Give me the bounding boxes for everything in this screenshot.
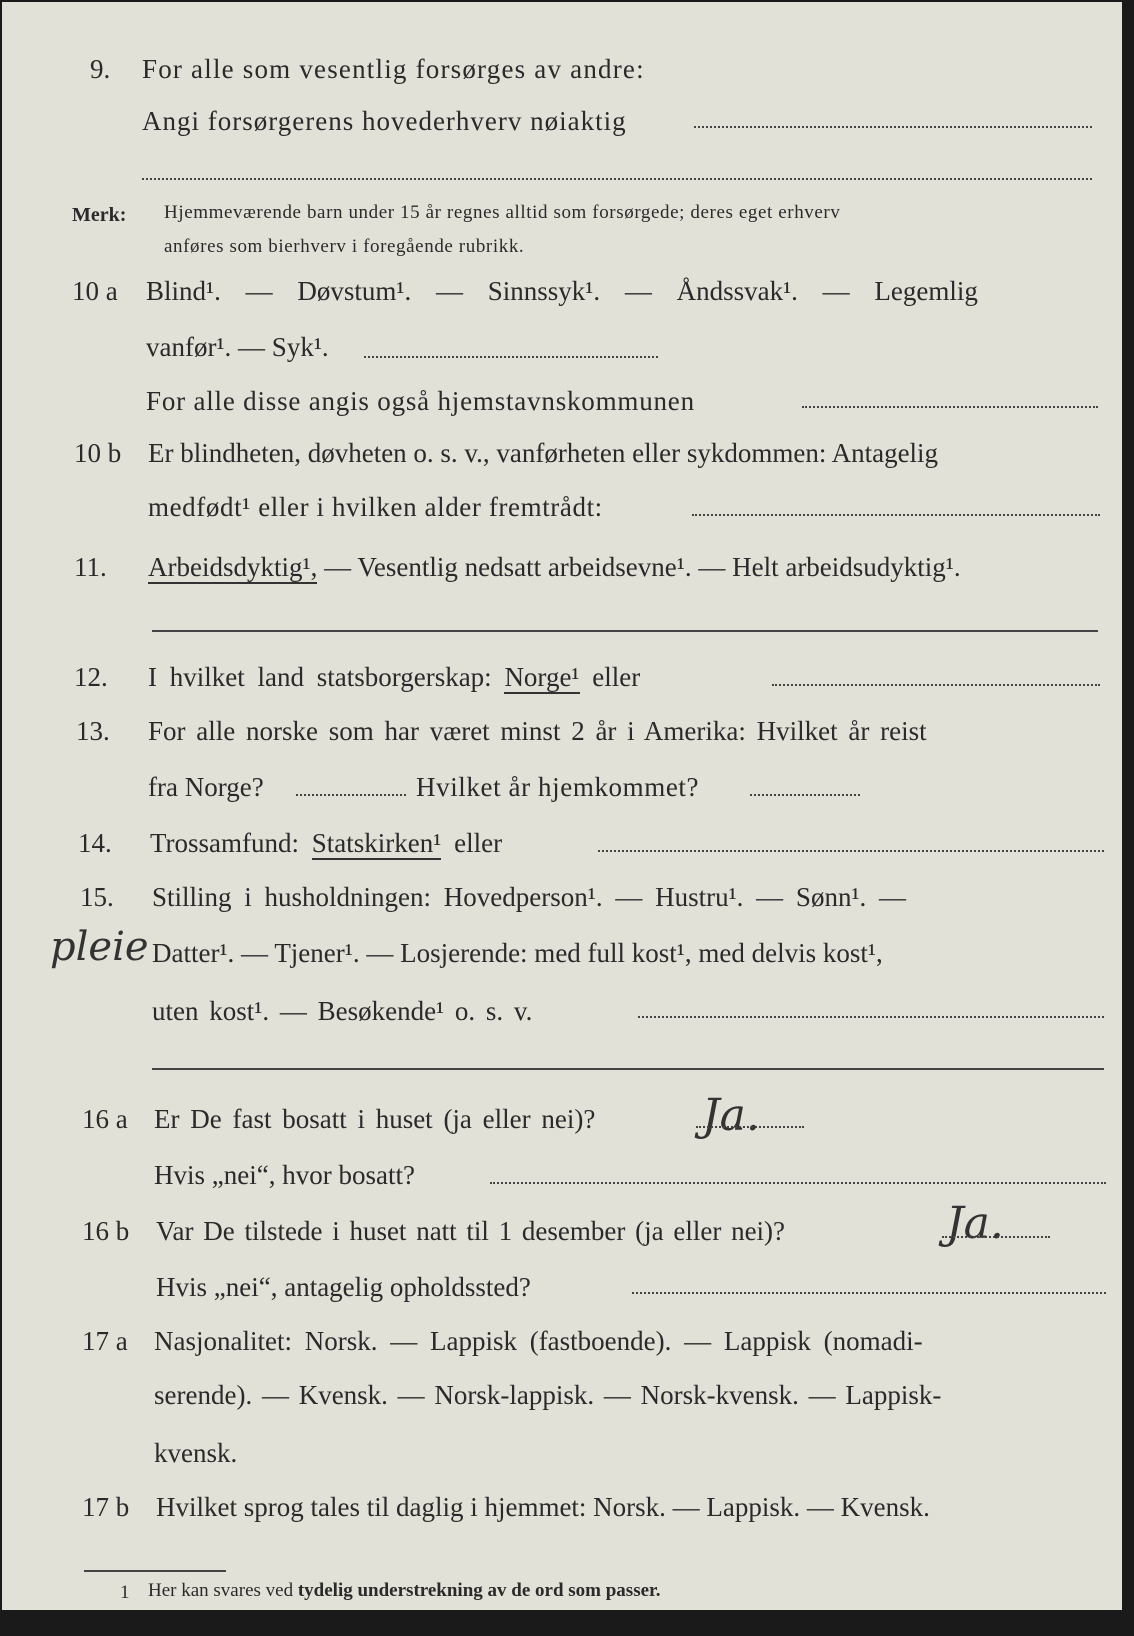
q15-handwriting: pleie bbox=[50, 924, 149, 970]
merk-line2: anføres som bierhverv i foregående rubrikk. bbox=[164, 236, 525, 257]
q16b-handwriting: Ja. bbox=[946, 1198, 1004, 1249]
q10b-answer-field[interactable] bbox=[692, 514, 1100, 516]
q12-after: eller bbox=[592, 662, 641, 692]
q9-answer-field[interactable] bbox=[694, 126, 1092, 128]
q9-line1: For alle som vesentlig forsørges av andre: bbox=[142, 54, 645, 84]
q16a-handwriting: Ja. bbox=[702, 1090, 760, 1141]
census-form-page bbox=[2, 2, 1122, 1610]
q17a-line3: kvensk. bbox=[154, 1438, 238, 1468]
q17b-line1: Hvilket sprog tales til daglig i hjemmet: Norsk. — Lappisk. — Kvensk. bbox=[156, 1492, 930, 1522]
q10b-number: 10 b bbox=[74, 438, 122, 468]
q15-rule bbox=[152, 1068, 1104, 1070]
q13-year-left-field[interactable] bbox=[296, 794, 406, 796]
q16b-answer-field[interactable] bbox=[942, 1236, 1050, 1238]
q15-line2: Datter¹. — Tjener¹. — Losjerende: med full kost¹, med delvis kost¹, bbox=[152, 938, 883, 968]
footnote-rule bbox=[84, 1570, 226, 1572]
q10a-line3: For alle disse angis også hjemstavnskommunen bbox=[146, 386, 695, 416]
q16b-number: 16 b bbox=[82, 1216, 130, 1246]
q11-rule bbox=[152, 630, 1098, 632]
q16a-line1: Er De fast bosatt i huset (ja eller nei)? bbox=[154, 1104, 596, 1134]
q15-number: 15. bbox=[80, 882, 114, 912]
footnote-text bbox=[148, 1580, 660, 1602]
q14-answer-field[interactable] bbox=[598, 850, 1104, 852]
q11-number: 11. bbox=[74, 552, 107, 582]
q12-underlined-answer: Norge¹ bbox=[504, 662, 580, 692]
q16a-residence-field[interactable] bbox=[490, 1182, 1106, 1184]
q10b-line2: medfødt¹ eller i hvilken alder fremtrådt: bbox=[148, 492, 603, 522]
q10a-answer-field[interactable] bbox=[364, 356, 658, 358]
q9-answer-field-2[interactable] bbox=[142, 178, 1092, 180]
q14-underlined-answer: Statskirken¹ bbox=[311, 828, 442, 858]
q15-answer-field[interactable] bbox=[638, 1016, 1104, 1018]
q11-underlined-answer: Arbeidsdyktig¹, bbox=[148, 552, 318, 582]
q16b-line2: Hvis „nei“, antagelig opholdssted? bbox=[156, 1272, 531, 1302]
q17b-number: 17 b bbox=[82, 1492, 130, 1522]
q14-text: Trossamfund: bbox=[150, 828, 300, 858]
q15-line3: uten kost¹. — Besøkende¹ o. s. v. bbox=[152, 996, 533, 1026]
q10a-line2: vanfør¹. — Syk¹. bbox=[146, 332, 329, 362]
q10a-line1: Blind¹. — Døvstum¹. — Sinnssyk¹. — Åndssvak¹. — Legemlig bbox=[146, 276, 978, 306]
merk-label: Merk: bbox=[72, 204, 127, 226]
q11-rest: — Vesentlig nedsatt arbeidsevne¹. — Helt arbeidsudyktig¹. bbox=[317, 552, 961, 582]
q12-line bbox=[148, 662, 640, 693]
q16b-line1: Var De tilstede i huset natt til 1 desember (ja eller nei)? bbox=[156, 1216, 786, 1246]
footnote-mark: 1 bbox=[120, 1582, 130, 1603]
q14-number: 14. bbox=[78, 828, 112, 858]
q16a-line2: Hvis „nei“, hvor bosatt? bbox=[154, 1160, 415, 1190]
footnote-plain: Her kan svares ved bbox=[148, 1580, 294, 1601]
q14-line bbox=[150, 828, 502, 859]
q12-number: 12. bbox=[74, 662, 108, 692]
q13-year-returned-field[interactable] bbox=[750, 794, 860, 796]
q10a-number: 10 a bbox=[72, 276, 118, 306]
q16a-number: 16 a bbox=[82, 1104, 128, 1134]
footnote-bold: tydelig understrekning av de ord som passer. bbox=[297, 1580, 661, 1601]
q12-answer-field[interactable] bbox=[772, 684, 1100, 686]
q16b-location-field[interactable] bbox=[632, 1292, 1106, 1294]
merk-line1: Hjemmeværende barn under 15 år regnes alltid som forsørgede; deres eget erhverv bbox=[164, 202, 841, 223]
q16a-answer-field[interactable] bbox=[696, 1126, 804, 1128]
q17a-number: 17 a bbox=[82, 1326, 128, 1356]
q13-number: 13. bbox=[76, 716, 110, 746]
q9-number: 9. bbox=[90, 54, 111, 84]
q17a-line1: Nasjonalitet: Norsk. — Lappisk (fastboende). — Lappisk (nomadi- bbox=[154, 1326, 923, 1356]
q9-line2: Angi forsørgerens hovederhverv nøiaktig bbox=[142, 106, 627, 136]
q14-after: eller bbox=[454, 828, 503, 858]
q13-line2b: Hvilket år hjemkommet? bbox=[416, 772, 700, 802]
q10b-line1: Er blindheten, døvheten o. s. v., vanførheten eller sykdommen: Antagelig bbox=[148, 438, 939, 468]
q11-line bbox=[148, 552, 961, 583]
q12-text: I hvilket land statsborgerskap: bbox=[148, 662, 492, 692]
q17a-line2: serende). — Kvensk. — Norsk-lappisk. — Norsk-kvensk. — Lappisk- bbox=[154, 1380, 942, 1410]
q10a-hometown-field[interactable] bbox=[802, 406, 1098, 408]
q13-line1: For alle norske som har været minst 2 år i Amerika: Hvilket år reist bbox=[148, 716, 927, 746]
q15-line1: Stilling i husholdningen: Hovedperson¹. — Hustru¹. — Sønn¹. — bbox=[152, 882, 907, 912]
q13-line2a: fra Norge? bbox=[148, 772, 264, 802]
